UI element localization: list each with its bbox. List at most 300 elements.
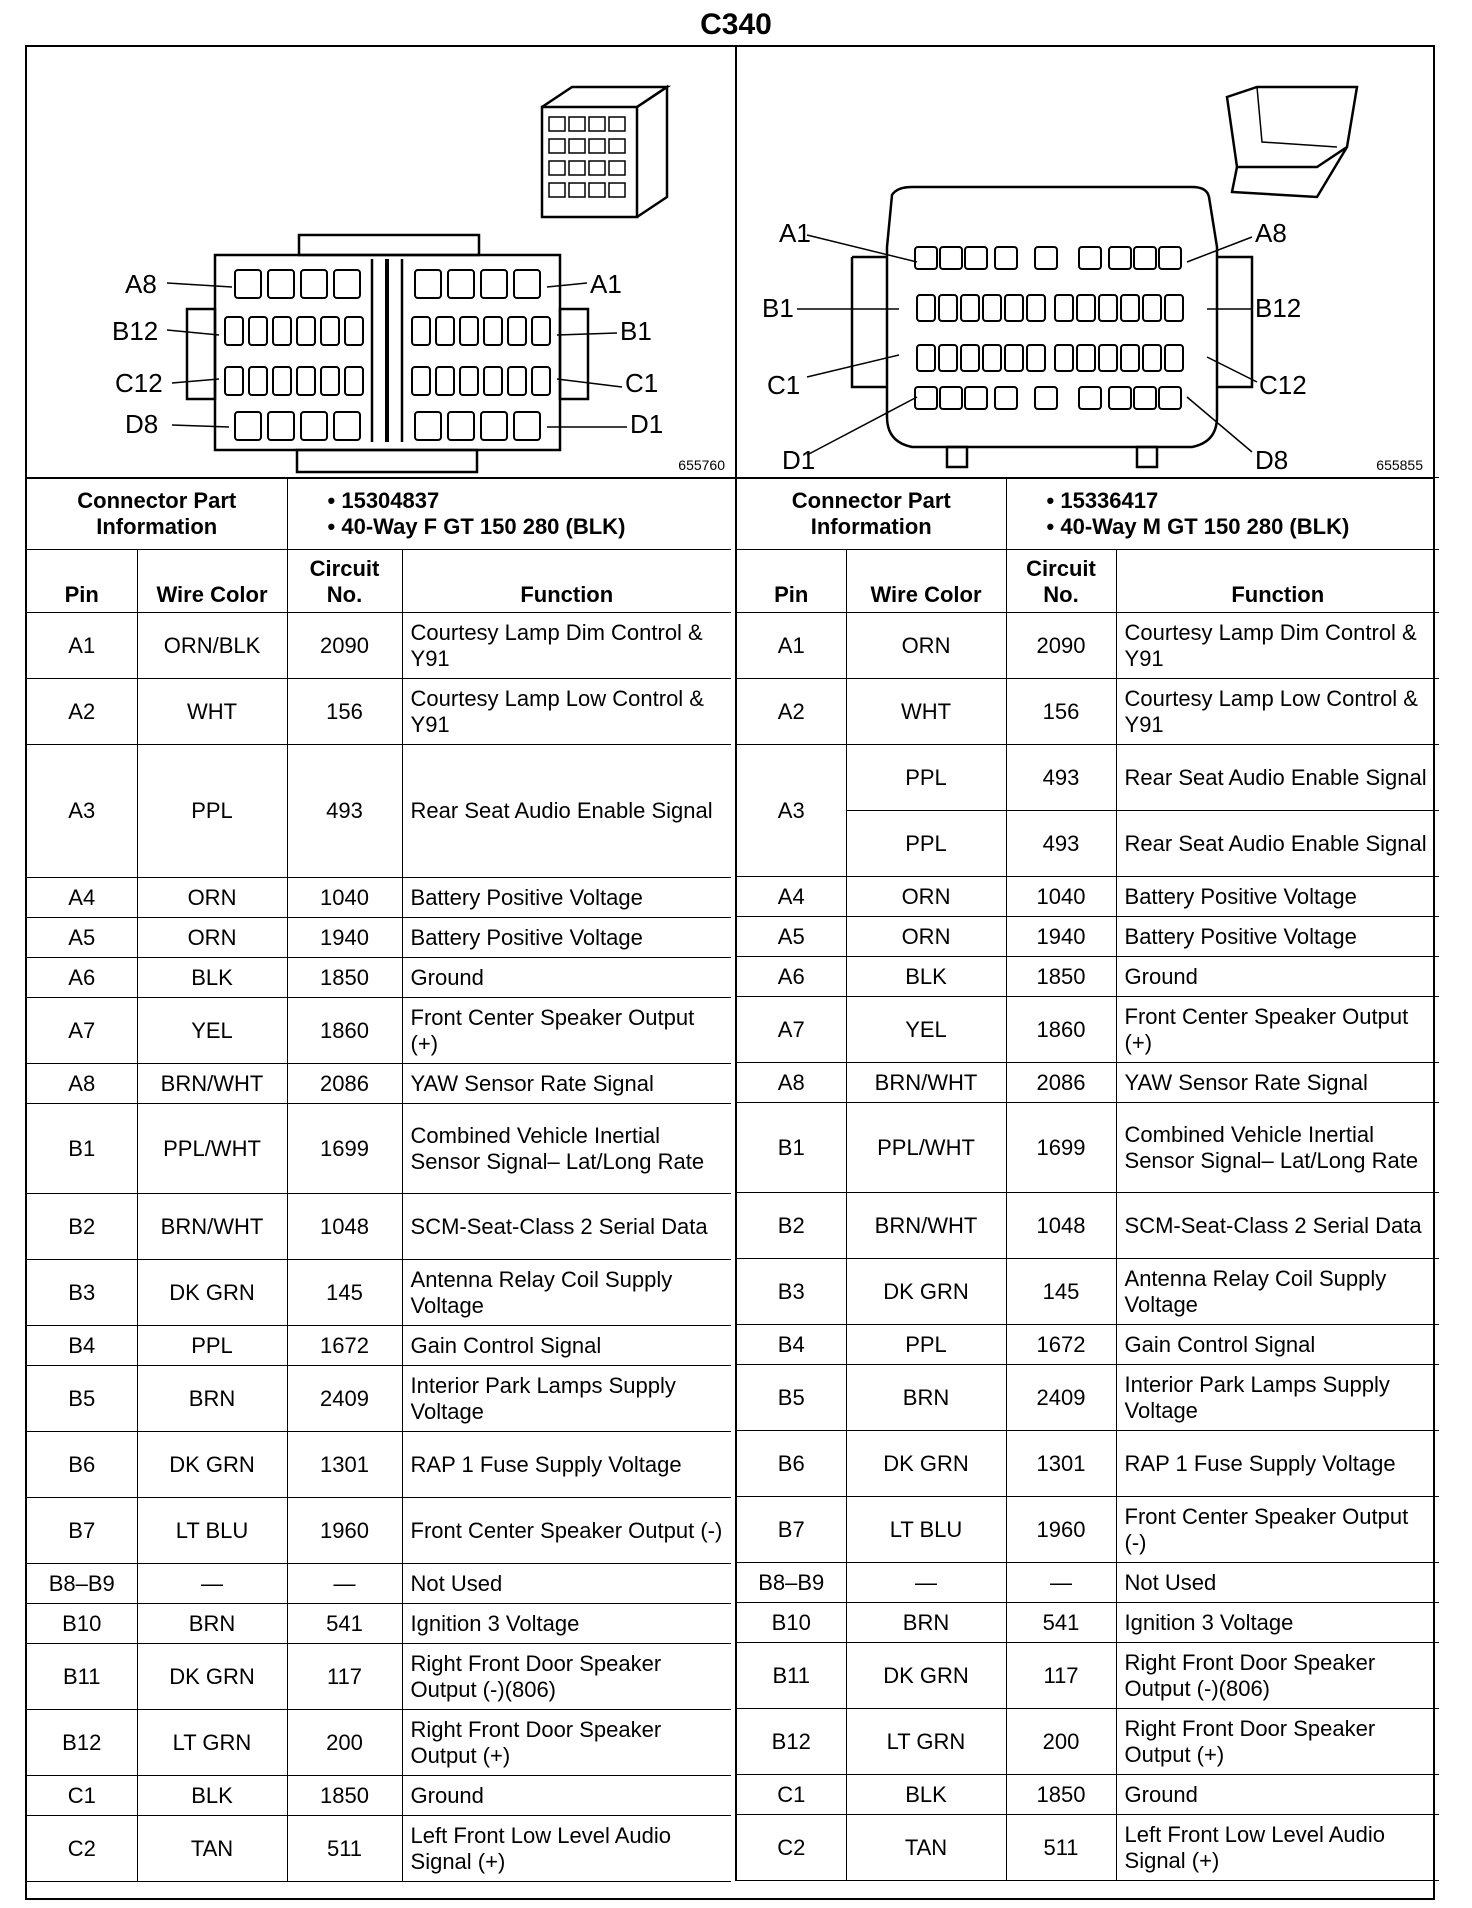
wire-color-cell: BRN/WHT bbox=[846, 1063, 1006, 1103]
connector-cavity bbox=[301, 270, 327, 298]
function-cell: Battery Positive Voltage bbox=[402, 878, 731, 918]
pin-cell: B2 bbox=[27, 1194, 137, 1260]
wire-color-cell: TAN bbox=[846, 1815, 1006, 1881]
wire-color-cell: ORN bbox=[137, 878, 287, 918]
left-connector-diagram bbox=[27, 47, 737, 479]
function-cell: Interior Park Lamps Supply Voltage bbox=[1116, 1365, 1439, 1431]
function-cell: RAP 1 Fuse Supply Voltage bbox=[1116, 1431, 1439, 1497]
connector-cavity bbox=[961, 295, 979, 321]
connector-cavity bbox=[995, 387, 1017, 409]
wire-color-cell: DK GRN bbox=[846, 1431, 1006, 1497]
right-connector-diagram bbox=[737, 47, 1433, 479]
connector-cavity bbox=[321, 367, 339, 395]
connector-part-label: Connector Part Information bbox=[27, 478, 287, 550]
header-pin: Pin bbox=[736, 550, 846, 613]
connector-cavity bbox=[235, 270, 261, 298]
circuit-cell: 200 bbox=[1006, 1709, 1116, 1775]
function-cell: Combined Vehicle Inertial Sensor Signal– Lat/Long Rate bbox=[1116, 1103, 1439, 1193]
circuit-cell: 145 bbox=[1006, 1259, 1116, 1325]
pin-label-a8: A8 bbox=[125, 269, 157, 299]
function-cell: SCM-Seat-Class 2 Serial Data bbox=[1116, 1193, 1439, 1259]
pin-cell: A8 bbox=[736, 1063, 846, 1103]
pin-label-a1: A1 bbox=[590, 269, 622, 299]
wire-color-cell: YEL bbox=[137, 998, 287, 1064]
pin-cell: A6 bbox=[736, 957, 846, 997]
wire-color-cell: — bbox=[846, 1563, 1006, 1603]
header-function: Function bbox=[1116, 550, 1439, 613]
function-cell: Ignition 3 Voltage bbox=[402, 1604, 731, 1644]
connector-cavity bbox=[940, 387, 962, 409]
function-cell: Antenna Relay Coil Supply Voltage bbox=[1116, 1259, 1439, 1325]
connector-cavity bbox=[1079, 387, 1101, 409]
connector-cavity bbox=[415, 270, 441, 298]
wire-color-cell: YEL bbox=[846, 997, 1006, 1063]
connector-part-info-row bbox=[27, 478, 731, 550]
pin-cell: B2 bbox=[736, 1193, 846, 1259]
connector-cavity bbox=[917, 345, 935, 371]
connector-cavity bbox=[415, 412, 441, 440]
circuit-cell: 2409 bbox=[1006, 1365, 1116, 1431]
function-cell: Battery Positive Voltage bbox=[1116, 917, 1439, 957]
connector-cavity bbox=[448, 270, 474, 298]
left-pinout-table bbox=[27, 477, 731, 1882]
function-cell: RAP 1 Fuse Supply Voltage bbox=[402, 1432, 731, 1498]
function-cell: Ground bbox=[402, 1776, 731, 1816]
wire-color-cell: ORN bbox=[846, 877, 1006, 917]
connector-cavity bbox=[1077, 295, 1095, 321]
pin-label-b1: B1 bbox=[762, 293, 794, 323]
connector-cavity bbox=[1035, 247, 1057, 269]
connector-cavity bbox=[235, 412, 261, 440]
table-row bbox=[736, 1431, 1439, 1497]
table-row bbox=[736, 997, 1439, 1063]
wire-color-cell: PPL bbox=[846, 1325, 1006, 1365]
connector-cavity bbox=[301, 412, 327, 440]
table-row bbox=[736, 1063, 1439, 1103]
table-row bbox=[27, 918, 731, 958]
pin-cell: B7 bbox=[736, 1497, 846, 1563]
circuit-cell: 1960 bbox=[287, 1498, 402, 1564]
wire-color-cell: WHT bbox=[137, 679, 287, 745]
table-row bbox=[736, 1709, 1439, 1775]
pin-cell: B1 bbox=[27, 1104, 137, 1194]
connector-cavity bbox=[508, 317, 526, 345]
table-row bbox=[27, 1194, 731, 1260]
connector-cavity bbox=[321, 317, 339, 345]
header-circuit: Circuit No. bbox=[287, 550, 402, 613]
connector-cavity bbox=[965, 387, 987, 409]
pin-cell: B12 bbox=[27, 1710, 137, 1776]
function-cell: Right Front Door Speaker Output (-)(806) bbox=[402, 1644, 731, 1710]
connector-cavity bbox=[448, 412, 474, 440]
circuit-cell: — bbox=[1006, 1563, 1116, 1603]
circuit-cell: 541 bbox=[1006, 1603, 1116, 1643]
circuit-cell: 2086 bbox=[1006, 1063, 1116, 1103]
pin-cell: B6 bbox=[27, 1432, 137, 1498]
circuit-cell: 493 bbox=[1006, 811, 1116, 877]
pin-cell: B3 bbox=[736, 1259, 846, 1325]
circuit-cell: 1672 bbox=[1006, 1325, 1116, 1365]
circuit-cell: 1850 bbox=[1006, 957, 1116, 997]
table-row bbox=[27, 679, 731, 745]
connector-cavity bbox=[273, 367, 291, 395]
pin-cell: A7 bbox=[736, 997, 846, 1063]
wire-color-cell: ORN bbox=[846, 613, 1006, 679]
connector-cavity bbox=[249, 317, 267, 345]
circuit-cell: 1860 bbox=[287, 998, 402, 1064]
circuit-cell: 117 bbox=[287, 1644, 402, 1710]
wire-color-cell: LT GRN bbox=[137, 1710, 287, 1776]
circuit-cell: 1850 bbox=[1006, 1775, 1116, 1815]
table-row bbox=[27, 613, 731, 679]
pin-cell: A8 bbox=[27, 1064, 137, 1104]
pin-cell: C2 bbox=[736, 1815, 846, 1881]
table-row bbox=[736, 1563, 1439, 1603]
function-cell: YAW Sensor Rate Signal bbox=[1116, 1063, 1439, 1103]
connector-cavity bbox=[1159, 247, 1181, 269]
function-cell: Battery Positive Voltage bbox=[402, 918, 731, 958]
circuit-cell: 1960 bbox=[1006, 1497, 1116, 1563]
connector-part-info-row bbox=[736, 478, 1439, 550]
wire-color-cell: DK GRN bbox=[137, 1260, 287, 1326]
function-cell: Rear Seat Audio Enable Signal bbox=[1116, 745, 1439, 811]
header-function: Function bbox=[402, 550, 731, 613]
connector-cavity bbox=[334, 270, 360, 298]
page-title: C340 bbox=[700, 8, 772, 41]
connector-cavity bbox=[1055, 345, 1073, 371]
connector-cavity bbox=[1165, 295, 1183, 321]
connector-cavity bbox=[915, 387, 937, 409]
pin-cell: B4 bbox=[27, 1326, 137, 1366]
function-cell: Right Front Door Speaker Output (+) bbox=[1116, 1709, 1439, 1775]
function-cell: Ground bbox=[402, 958, 731, 998]
function-cell: Battery Positive Voltage bbox=[1116, 877, 1439, 917]
circuit-cell: 1940 bbox=[287, 918, 402, 958]
function-cell: Antenna Relay Coil Supply Voltage bbox=[402, 1260, 731, 1326]
header-wire-color: Wire Color bbox=[137, 550, 287, 613]
function-cell: Front Center Speaker Output (+) bbox=[1116, 997, 1439, 1063]
pin-cell: A1 bbox=[736, 613, 846, 679]
connector-cavity bbox=[1109, 247, 1131, 269]
circuit-cell: 2409 bbox=[287, 1366, 402, 1432]
connector-cavity bbox=[1035, 387, 1057, 409]
connector-cavity bbox=[1143, 295, 1161, 321]
part-description: • 40-Way M GT 150 280 (BLK) bbox=[1047, 514, 1431, 540]
pin-cell: C1 bbox=[736, 1775, 846, 1815]
connector-cavity bbox=[1159, 387, 1181, 409]
connector-cavity bbox=[1165, 345, 1183, 371]
pin-cell: A3 bbox=[27, 745, 137, 878]
function-cell: Courtesy Lamp Low Control & Y91 bbox=[402, 679, 731, 745]
function-cell: Ground bbox=[1116, 1775, 1439, 1815]
connector-cavity bbox=[532, 367, 550, 395]
function-cell: SCM-Seat-Class 2 Serial Data bbox=[402, 1194, 731, 1260]
connector-cavity bbox=[1143, 345, 1161, 371]
table-row bbox=[27, 1644, 731, 1710]
circuit-cell: 2090 bbox=[287, 613, 402, 679]
circuit-cell: 1040 bbox=[287, 878, 402, 918]
connector-cavity bbox=[940, 247, 962, 269]
wire-color-cell: PPL/WHT bbox=[846, 1103, 1006, 1193]
connector-cavity bbox=[532, 317, 550, 345]
table-row bbox=[736, 1325, 1439, 1365]
wire-color-cell: PPL bbox=[137, 1326, 287, 1366]
table-row bbox=[27, 958, 731, 998]
connector-cavity bbox=[1077, 345, 1095, 371]
pin-cell: A1 bbox=[27, 613, 137, 679]
connector-cavity bbox=[1134, 387, 1156, 409]
wire-color-cell: PPL/WHT bbox=[137, 1104, 287, 1194]
table-row bbox=[736, 1365, 1439, 1431]
circuit-cell: 156 bbox=[1006, 679, 1116, 745]
pin-label-c1: C1 bbox=[625, 368, 659, 398]
connector-cavity bbox=[1121, 345, 1139, 371]
pin-label-b12: B12 bbox=[112, 316, 159, 346]
connector-cavity bbox=[484, 367, 502, 395]
table-row bbox=[27, 878, 731, 918]
table-row bbox=[736, 1103, 1439, 1193]
wire-color-cell: PPL bbox=[846, 811, 1006, 877]
connector-cavity bbox=[917, 295, 935, 321]
figure-number: 655760 bbox=[678, 457, 725, 473]
function-cell: Left Front Low Level Audio Signal (+) bbox=[402, 1816, 731, 1882]
function-cell: Ground bbox=[1116, 957, 1439, 997]
connector-sheet bbox=[25, 45, 1435, 1900]
pin-cell: B7 bbox=[27, 1498, 137, 1564]
function-cell: YAW Sensor Rate Signal bbox=[402, 1064, 731, 1104]
wire-color-cell: DK GRN bbox=[846, 1643, 1006, 1709]
pin-cell: A6 bbox=[27, 958, 137, 998]
connector-cavity bbox=[1027, 295, 1045, 321]
right-pinout-table bbox=[735, 477, 1439, 1881]
wire-color-cell: ORN bbox=[846, 917, 1006, 957]
connector-cavity bbox=[1109, 387, 1131, 409]
function-cell: Ignition 3 Voltage bbox=[1116, 1603, 1439, 1643]
table-row bbox=[27, 1104, 731, 1194]
pin-label-c1: C1 bbox=[767, 370, 801, 400]
wire-color-cell: WHT bbox=[846, 679, 1006, 745]
circuit-cell: 200 bbox=[287, 1710, 402, 1776]
connector-cavity bbox=[481, 270, 507, 298]
circuit-cell: 1699 bbox=[287, 1104, 402, 1194]
connector-cavity bbox=[412, 317, 430, 345]
table-row bbox=[27, 1710, 731, 1776]
wire-color-cell: ORN/BLK bbox=[137, 613, 287, 679]
wire-color-cell: DK GRN bbox=[137, 1644, 287, 1710]
pin-cell: A5 bbox=[27, 918, 137, 958]
wire-color-cell: BRN/WHT bbox=[137, 1194, 287, 1260]
table-row bbox=[736, 877, 1439, 917]
wire-color-cell: DK GRN bbox=[846, 1259, 1006, 1325]
wire-color-cell: BLK bbox=[137, 1776, 287, 1816]
connector-cavity bbox=[268, 270, 294, 298]
table-row bbox=[736, 1497, 1439, 1563]
wire-color-cell: BRN bbox=[137, 1604, 287, 1644]
circuit-cell: 1048 bbox=[287, 1194, 402, 1260]
connector-cavity bbox=[249, 367, 267, 395]
table-row bbox=[27, 1498, 731, 1564]
pin-cell: B8–B9 bbox=[27, 1564, 137, 1604]
connector-cavity bbox=[334, 412, 360, 440]
table-row bbox=[736, 1603, 1439, 1643]
figure-number: 655855 bbox=[1376, 457, 1423, 473]
pin-cell: B11 bbox=[736, 1643, 846, 1709]
pin-cell: B11 bbox=[27, 1644, 137, 1710]
function-cell: Left Front Low Level Audio Signal (+) bbox=[1116, 1815, 1439, 1881]
circuit-cell: 1301 bbox=[287, 1432, 402, 1498]
function-cell: Front Center Speaker Output (+) bbox=[402, 998, 731, 1064]
table-row bbox=[27, 1816, 731, 1882]
pin-cell: A7 bbox=[27, 998, 137, 1064]
connector-cavity bbox=[436, 367, 454, 395]
table-header-row bbox=[736, 550, 1439, 613]
table-row bbox=[27, 1260, 731, 1326]
connector-cavity bbox=[484, 317, 502, 345]
circuit-cell: 1860 bbox=[1006, 997, 1116, 1063]
pin-cell: B10 bbox=[736, 1603, 846, 1643]
connector-part-info bbox=[287, 478, 731, 550]
table-row bbox=[27, 1432, 731, 1498]
circuit-cell: 1301 bbox=[1006, 1431, 1116, 1497]
wire-color-cell: BRN bbox=[137, 1366, 287, 1432]
connector-cavity bbox=[508, 367, 526, 395]
table-row bbox=[27, 1326, 731, 1366]
wire-color-cell: TAN bbox=[137, 1816, 287, 1882]
table-row bbox=[736, 1815, 1439, 1881]
circuit-cell: 145 bbox=[287, 1260, 402, 1326]
wire-color-cell: BRN bbox=[846, 1603, 1006, 1643]
wire-color-cell: BRN/WHT bbox=[846, 1193, 1006, 1259]
table-row bbox=[736, 745, 1439, 811]
connector-cavity bbox=[1099, 295, 1117, 321]
function-cell: Combined Vehicle Inertial Sensor Signal– Lat/Long Rate bbox=[402, 1104, 731, 1194]
pin-label-d1: D1 bbox=[782, 445, 816, 475]
wire-color-cell: BLK bbox=[846, 1775, 1006, 1815]
pin-cell: B12 bbox=[736, 1709, 846, 1775]
pin-cell: A4 bbox=[736, 877, 846, 917]
connector-cavity bbox=[268, 412, 294, 440]
part-number: • 15304837 bbox=[328, 488, 723, 514]
function-cell: Front Center Speaker Output (-) bbox=[1116, 1497, 1439, 1563]
pin-label-a8: A8 bbox=[1255, 218, 1287, 248]
wire-color-cell: PPL bbox=[846, 745, 1006, 811]
wire-color-cell: LT BLU bbox=[846, 1497, 1006, 1563]
part-description: • 40-Way F GT 150 280 (BLK) bbox=[328, 514, 723, 540]
table-row bbox=[736, 679, 1439, 745]
header-circuit: Circuit No. bbox=[1006, 550, 1116, 613]
pin-cell: B8–B9 bbox=[736, 1563, 846, 1603]
connector-cavity bbox=[995, 247, 1017, 269]
circuit-cell: 2090 bbox=[1006, 613, 1116, 679]
table-row bbox=[736, 1193, 1439, 1259]
wire-color-cell: BRN/WHT bbox=[137, 1064, 287, 1104]
pin-cell: B1 bbox=[736, 1103, 846, 1193]
pin-cell: B5 bbox=[27, 1366, 137, 1432]
function-cell: Not Used bbox=[1116, 1563, 1439, 1603]
connector-cavity bbox=[1099, 345, 1117, 371]
circuit-cell: 1850 bbox=[287, 958, 402, 998]
pin-label-c12: C12 bbox=[115, 368, 163, 398]
connector-cavity bbox=[345, 317, 363, 345]
table-row bbox=[27, 1776, 731, 1816]
part-number: • 15336417 bbox=[1047, 488, 1431, 514]
connector-cavity bbox=[436, 317, 454, 345]
circuit-cell: 1040 bbox=[1006, 877, 1116, 917]
table-header-row bbox=[27, 550, 731, 613]
function-cell: Rear Seat Audio Enable Signal bbox=[402, 745, 731, 878]
pin-label-d8: D8 bbox=[125, 409, 159, 439]
function-cell: Rear Seat Audio Enable Signal bbox=[1116, 811, 1439, 877]
circuit-cell: 1048 bbox=[1006, 1193, 1116, 1259]
connector-cavity bbox=[460, 367, 478, 395]
connector-cavity bbox=[939, 295, 957, 321]
table-row bbox=[736, 1259, 1439, 1325]
pin-cell: B10 bbox=[27, 1604, 137, 1644]
connector-cavity bbox=[1055, 295, 1073, 321]
circuit-cell: 541 bbox=[287, 1604, 402, 1644]
wire-color-cell: LT GRN bbox=[846, 1709, 1006, 1775]
function-cell: Not Used bbox=[402, 1564, 731, 1604]
pin-cell: A4 bbox=[27, 878, 137, 918]
connector-cavity bbox=[1005, 345, 1023, 371]
function-cell: Courtesy Lamp Dim Control & Y91 bbox=[1116, 613, 1439, 679]
table-row bbox=[27, 1366, 731, 1432]
pin-cell: C1 bbox=[27, 1776, 137, 1816]
pin-label-b12: B12 bbox=[1255, 293, 1302, 323]
connector-cavity bbox=[514, 270, 540, 298]
connector-cavity bbox=[225, 367, 243, 395]
connector-cavity bbox=[225, 317, 243, 345]
circuit-cell: 493 bbox=[287, 745, 402, 878]
pin-cell: C2 bbox=[27, 1816, 137, 1882]
connector-cavity bbox=[1027, 345, 1045, 371]
connector-cavity bbox=[983, 345, 1001, 371]
pin-label-d1: D1 bbox=[630, 409, 664, 439]
pin-cell: B3 bbox=[27, 1260, 137, 1326]
header-pin: Pin bbox=[27, 550, 137, 613]
connector-cavity bbox=[961, 345, 979, 371]
connector-cavity bbox=[1005, 295, 1023, 321]
wire-color-cell: ORN bbox=[137, 918, 287, 958]
left-connector-drawing bbox=[27, 47, 735, 477]
connector-cavity bbox=[412, 367, 430, 395]
connector-cavity bbox=[939, 345, 957, 371]
connector-cavity bbox=[297, 317, 315, 345]
table-row bbox=[736, 1775, 1439, 1815]
pin-label-d8: D8 bbox=[1255, 445, 1289, 475]
function-cell: Interior Park Lamps Supply Voltage bbox=[402, 1366, 731, 1432]
connector-part-label: Connector Part Information bbox=[736, 478, 1006, 550]
circuit-cell: 1672 bbox=[287, 1326, 402, 1366]
table-row bbox=[736, 1643, 1439, 1709]
connector-cavity bbox=[297, 367, 315, 395]
header-wire-color: Wire Color bbox=[846, 550, 1006, 613]
right-connector-drawing bbox=[737, 47, 1433, 477]
wire-color-cell: BLK bbox=[137, 958, 287, 998]
connector-cavity bbox=[481, 412, 507, 440]
connector-cavity bbox=[1079, 247, 1101, 269]
table-row bbox=[27, 998, 731, 1064]
pin-cell: A2 bbox=[736, 679, 846, 745]
function-cell: Right Front Door Speaker Output (+) bbox=[402, 1710, 731, 1776]
function-cell: Right Front Door Speaker Output (-)(806) bbox=[1116, 1643, 1439, 1709]
wire-color-cell: BRN bbox=[846, 1365, 1006, 1431]
circuit-cell: 2086 bbox=[287, 1064, 402, 1104]
circuit-cell: 511 bbox=[287, 1816, 402, 1882]
circuit-cell: 1699 bbox=[1006, 1103, 1116, 1193]
pin-label-c12: C12 bbox=[1259, 370, 1307, 400]
wire-color-cell: DK GRN bbox=[137, 1432, 287, 1498]
